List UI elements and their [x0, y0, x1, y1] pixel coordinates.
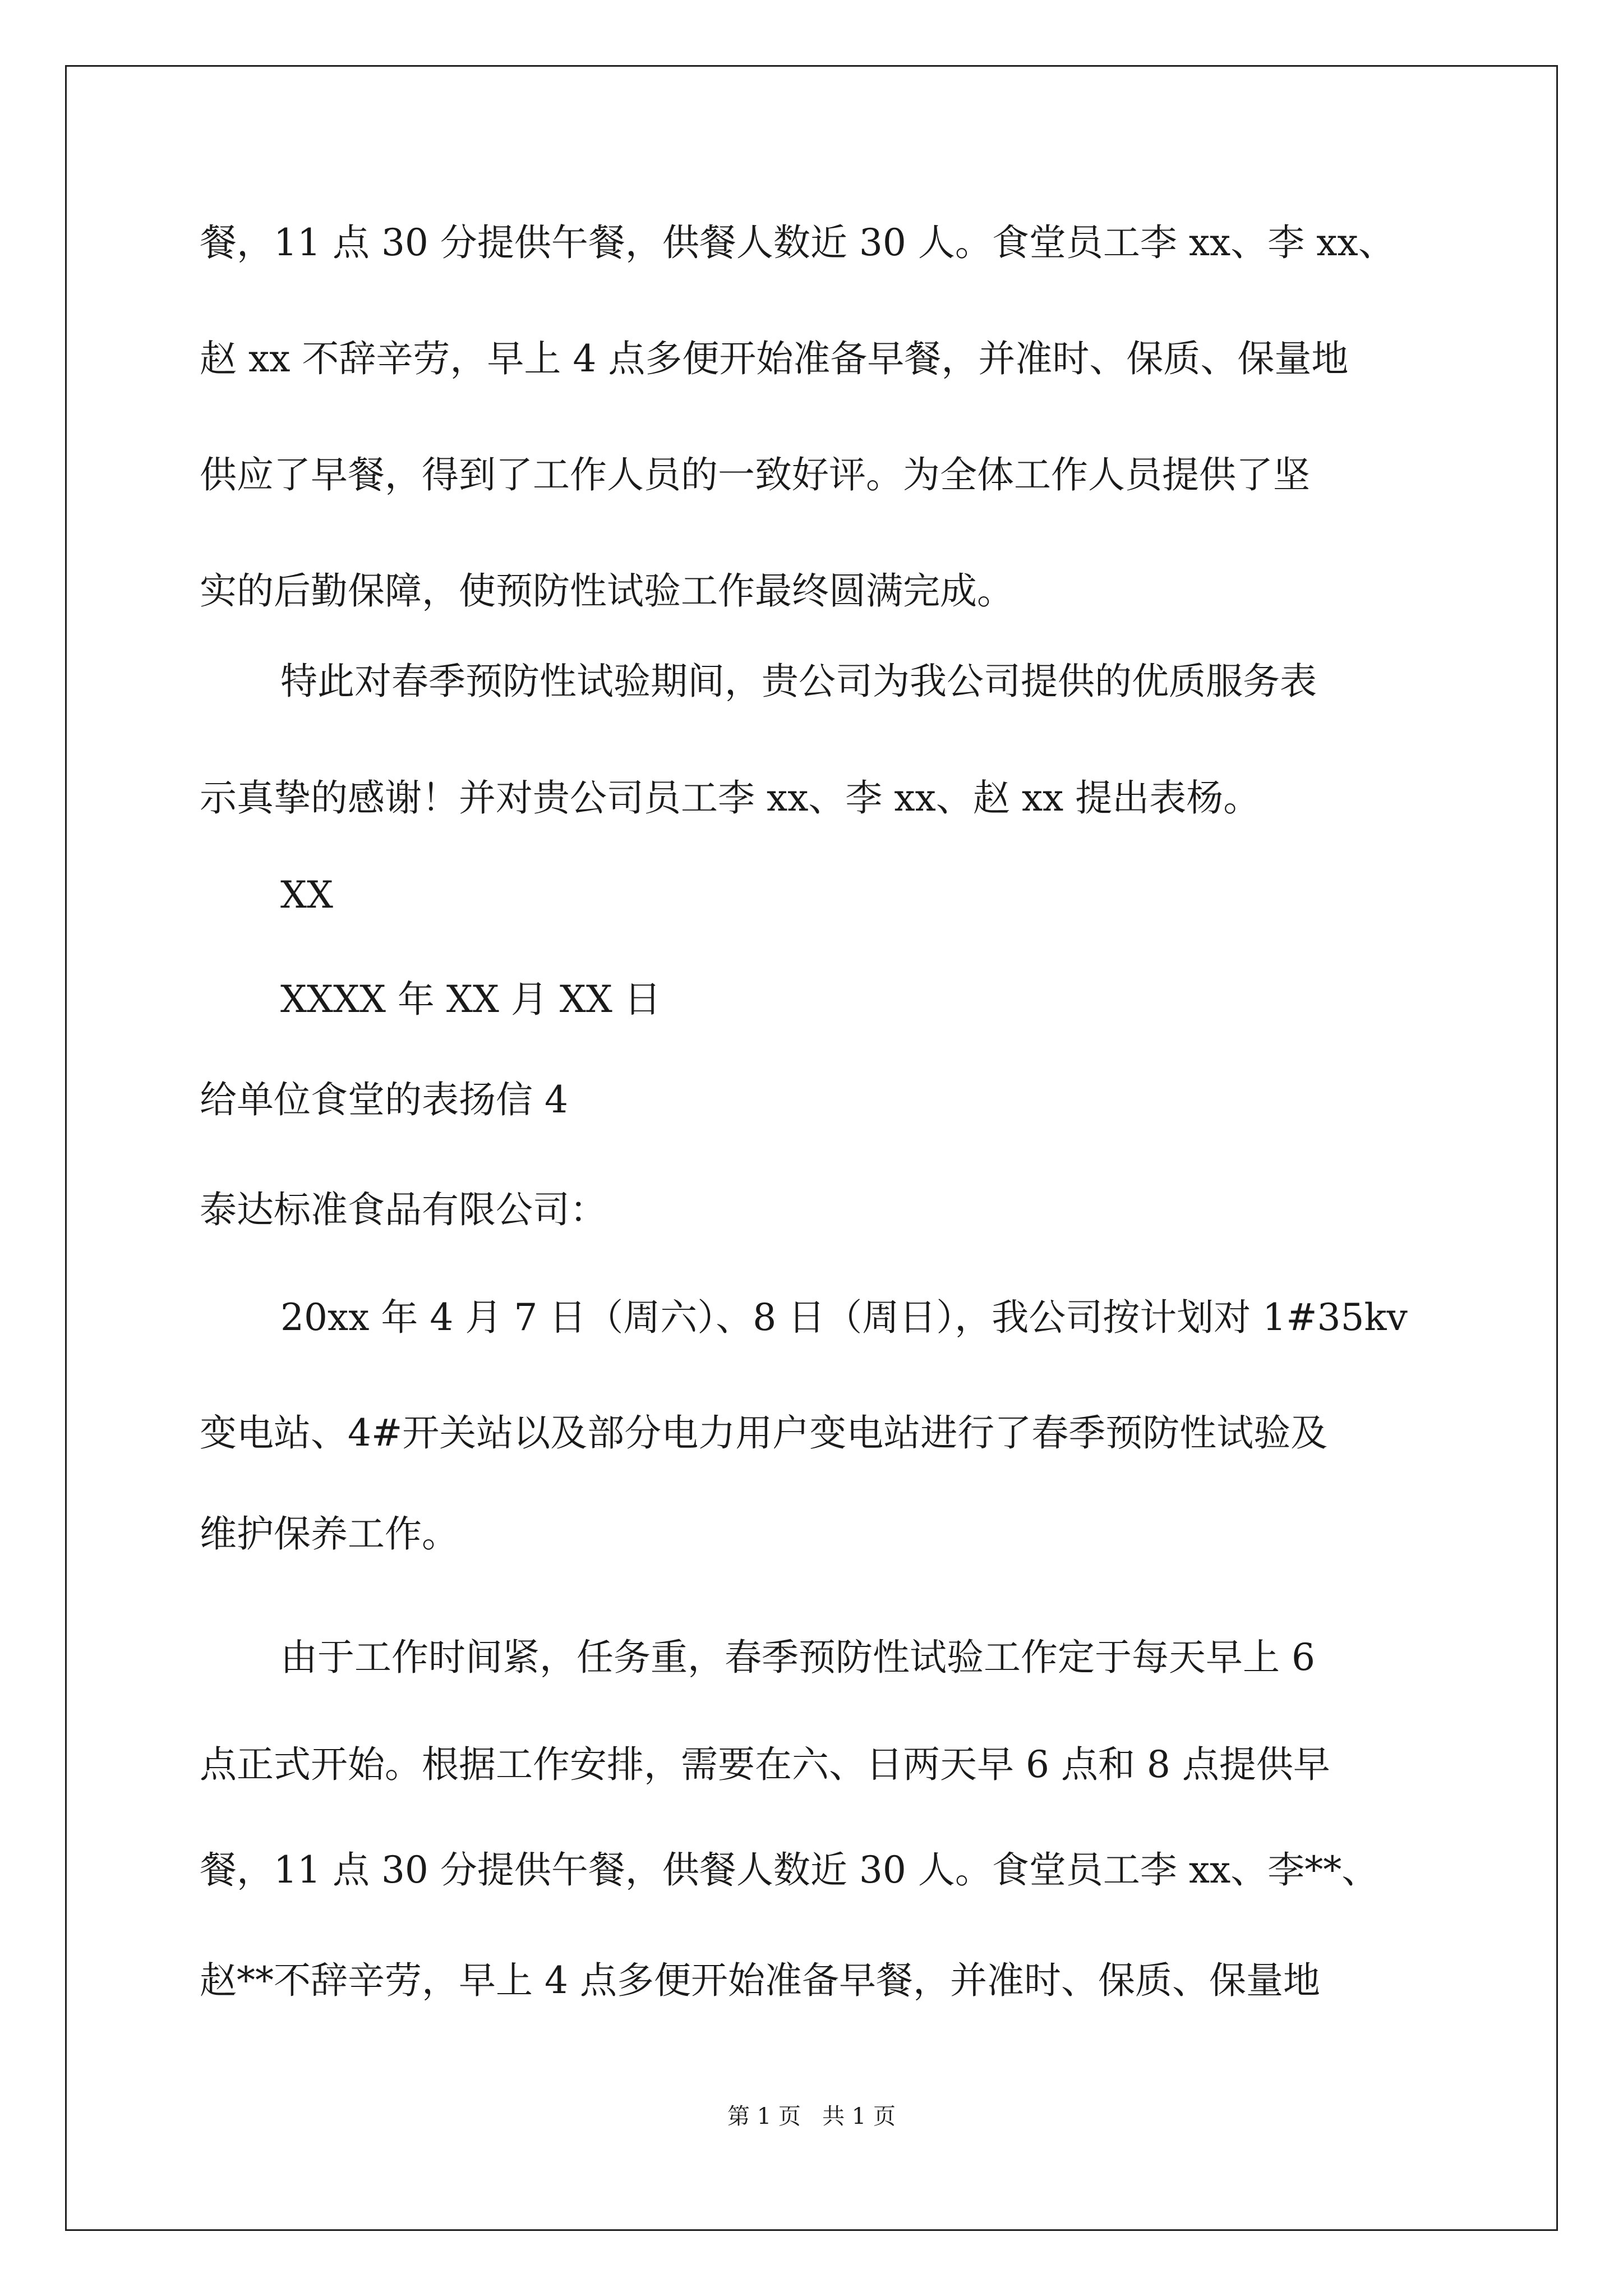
body-line-8: 变电站、4#开关站以及部分电力用户变电站进行了春季预防性试验及: [200, 1411, 1328, 1455]
section-heading: 给单位食堂的表扬信 4: [200, 1078, 568, 1121]
signature-name: XX: [280, 873, 333, 917]
body-line-5: 特此对春季预防性试验期间，贵公司为我公司提供的优质服务表: [280, 660, 1317, 703]
body-line-3: 供应了早餐，得到了工作人员的一致好评。为全体工作人员提供了坚: [200, 453, 1310, 496]
page-frame: [65, 65, 1558, 2231]
page-footer: 第 1 页 共 1 页: [727, 2104, 896, 2129]
body-line-12: 餐，11 点 30 分提供午餐，供餐人数近 30 人。食堂员工李 xx、李**、: [200, 1848, 1379, 1892]
body-line-1: 餐，11 点 30 分提供午餐，供餐人数近 30 人。食堂员工李 xx、李 xx、: [200, 221, 1395, 264]
body-line-6: 示真挚的感谢！并对贵公司员工李 xx、李 xx、赵 xx 提出表杨。: [200, 776, 1261, 820]
body-line-2: 赵 xx 不辞辛劳，早上 4 点多便开始准备早餐，并准时、保质、保量地: [200, 337, 1349, 380]
body-line-7: 20xx 年 4 月 7 日（周六）、8 日（周日），我公司按计划对 1#35kv: [280, 1296, 1408, 1339]
body-line-13: 赵**不辞辛劳，早上 4 点多便开始准备早餐，并准时、保质、保量地: [200, 1959, 1320, 2002]
signature-date: XXXX 年 XX 月 XX 日: [280, 978, 661, 1021]
body-line-10: 由于工作时间紧，任务重，春季预防性试验工作定于每天早上 6: [280, 1636, 1315, 1679]
body-line-9: 维护保养工作。: [200, 1512, 459, 1556]
body-line-11: 点正式开始。根据工作安排，需要在六、日两天早 6 点和 8 点提供早: [200, 1743, 1330, 1786]
body-line-4: 实的后勤保障，使预防性试验工作最终圆满完成。: [200, 569, 1014, 613]
salutation: 泰达标准食品有限公司：: [200, 1188, 607, 1231]
